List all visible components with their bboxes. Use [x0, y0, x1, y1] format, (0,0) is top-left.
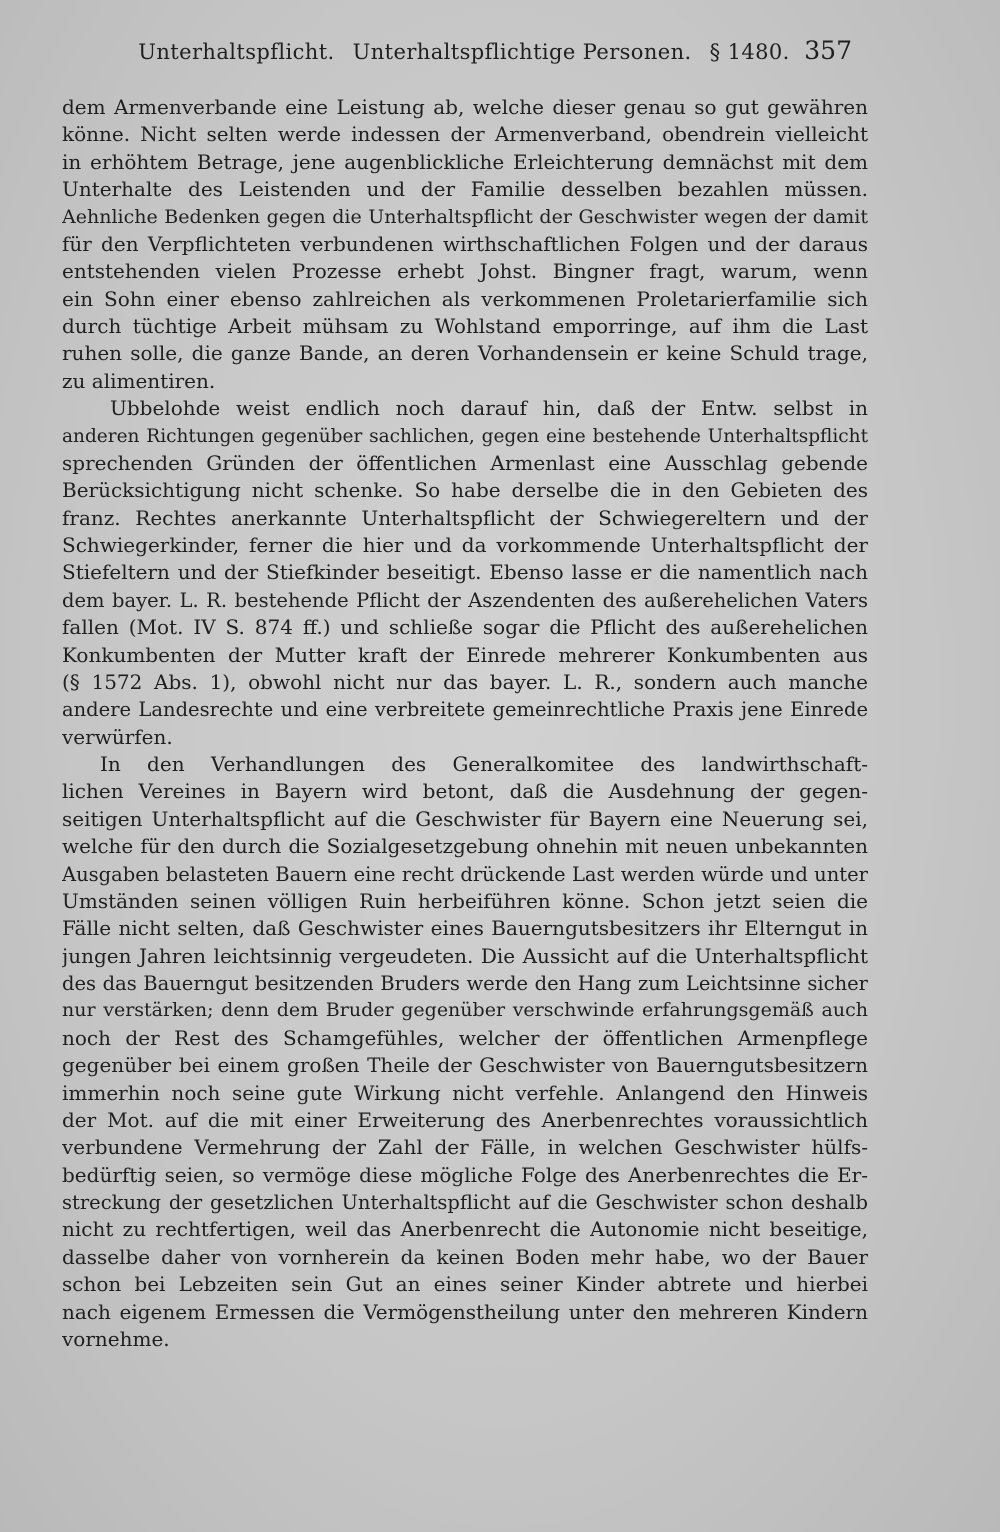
text-line: ein Sohn einer ebenso zahlreichen als verkommenen Proletarierfamilie sich [62, 286, 868, 311]
text-line: fallen (Mot. IV S. 874 ff.) und schließe sogar die Pflicht des außerehelichen [62, 615, 868, 640]
text-line: nach eigenem Ermessen die Vermögenstheilung unter den mehreren Kindern [62, 1299, 868, 1324]
text-line: nicht zu rechtfertigen, weil das Anerbenrecht die Autonomie nicht beseitige, [62, 1217, 868, 1242]
text-line: dem Armenverbande eine Leistung ab, welche dieser genau so gut gewähren [62, 95, 868, 119]
text-line: Aehnliche Bedenken gegen die Unterhaltspflicht der Geschwister wegen der damit [62, 205, 868, 228]
text-line: für den Verpflichteten verbundenen wirthschaftlichen Folgen und der daraus [62, 231, 868, 256]
running-title-topic: Unterhaltspflichtige Personen. [352, 40, 692, 64]
text-line: Stiefeltern und der Stiefkinder beseitigt. Ebenso lasse er die namentlich nach [62, 560, 868, 585]
text-line: vornehme. [62, 1326, 170, 1351]
text-line: ruhen solle, die ganze Bande, an deren Vorhandensein er keine Schuld trage, [62, 341, 868, 366]
text-line: dasselbe daher von vornherein da keinen Boden mehr habe, wo der Bauer [62, 1244, 868, 1269]
text-line: anderen Richtungen gegenüber sachlichen, gegen eine bestehende Unterhaltspflicht [62, 425, 868, 447]
text-line: Fälle nicht selten, daß Geschwister eines Bauerngutsbesitzers ihr Elterngut in [62, 916, 868, 941]
text-line: Konkumbenten der Mutter kraft der Einrede mehrerer Konkumbenten aus [62, 642, 868, 667]
text-line: (§ 1572 Abs. 1), obwohl nicht nur das bayer. L. R., sondern auch manche [62, 669, 868, 694]
text-line: noch der Rest des Schamgefühles, welcher der öffentlichen Armenpflege [62, 1025, 868, 1050]
text-line: entstehenden vielen Prozesse erhebt Johst. Bingner fragt, warum, wenn [62, 259, 868, 284]
text-line: franz. Rechtes anerkannte Unterhaltspflicht der Schwiegereltern und der [62, 505, 868, 530]
text-line: durch tüchtige Arbeit mühsam zu Wohlstand emporringe, auf ihm die Last [62, 314, 868, 338]
text-line: schon bei Lebzeiten sein Gut an eines seiner Kinder abtrete und hierbei [62, 1272, 868, 1297]
text-line: welche für den durch die Sozialgesetzgebung ohnehin mit neuen unbekannten [62, 834, 868, 859]
text-line: lichen Vereines in Bayern wird betont, daß die Ausdehnung der gegen- [62, 779, 868, 804]
text-line: zu alimentiren. [62, 368, 216, 393]
page-number: 357 [804, 36, 852, 65]
section-number: § 1480. [709, 40, 790, 64]
text-line: der Mot. auf die mit einer Erweiterung des Anerbenrechtes voraussichtlich [62, 1107, 868, 1132]
text-line: bedürftig seien, so vermöge diese mögliche Folge des Anerbenrechtes die Er- [62, 1162, 868, 1187]
running-head [60, 40, 868, 74]
text-line: in erhöhtem Betrage, jene augenblickliche Erleichterung demnächst mit dem [62, 149, 868, 174]
text-line: seitigen Unterhaltspflicht auf die Geschwister für Bayern eine Neuerung sei, [62, 806, 868, 831]
text-line: verbundene Vermehrung der Zahl der Fälle, in welchen Geschwister hülfs- [62, 1135, 868, 1160]
text-line: andere Landesrechte und eine verbreitete gemeinrechtliche Praxis jene Einrede [62, 698, 868, 722]
text-line: gegenüber bei einem großen Theile der Geschwister von Bauerngutsbesitzern [62, 1053, 868, 1078]
text-line: streckung der gesetzlichen Unterhaltspflicht auf die Geschwister schon deshalb [62, 1191, 868, 1214]
text-line: Ausgaben belasteten Bauern eine recht drückende Last werden würde und unter [62, 862, 868, 886]
text-line: dem bayer. L. R. bestehende Pflicht der Aszendenten des außerehelichen Vaters [62, 588, 868, 612]
running-title-chapter: Unterhaltspflicht. [138, 40, 335, 64]
text-line: verwürfen. [62, 724, 173, 749]
text-line: jungen Jahren leichtsinnig vergeudeten. Die Aussicht auf die Unterhaltspflicht [62, 943, 868, 968]
text-line: immerhin noch seine gute Wirkung nicht verfehle. Anlangend den Hinweis [62, 1080, 868, 1105]
text-line: nur verstärken; denn dem Bruder gegenüber verschwinde erfahrungsgemäß auch [62, 999, 868, 1022]
text-line: Umständen seinen völligen Ruin herbeiführen könne. Schon jetzt seien die [62, 888, 868, 913]
paragraph-start-line: In den Verhandlungen des Generalkomitee des landwirthschaft- [100, 752, 868, 776]
text-line: Schwiegerkinder, ferner die hier und da vorkommende Unterhaltspflicht der [62, 533, 868, 557]
body-text [62, 94, 868, 1353]
text-line: sprechenden Gründen der öffentlichen Armenlast eine Ausschlag gebende [62, 450, 868, 475]
text-line: des das Bauerngut besitzenden Bruders werde den Hang zum Leichtsinne sicher [62, 972, 868, 995]
text-line: Berücksichtigung nicht schenke. So habe derselbe die in den Gebieten des [62, 478, 868, 503]
text-line: Unterhalte des Leistenden und der Familie desselben bezahlen müssen. [62, 177, 868, 202]
paragraph-start-line: Ubbelohde weist endlich noch darauf hin, daß der Entw. selbst in [110, 396, 868, 421]
text-line: könne. Nicht selten werde indessen der Armenverband, obendrein vielleicht [62, 122, 868, 147]
